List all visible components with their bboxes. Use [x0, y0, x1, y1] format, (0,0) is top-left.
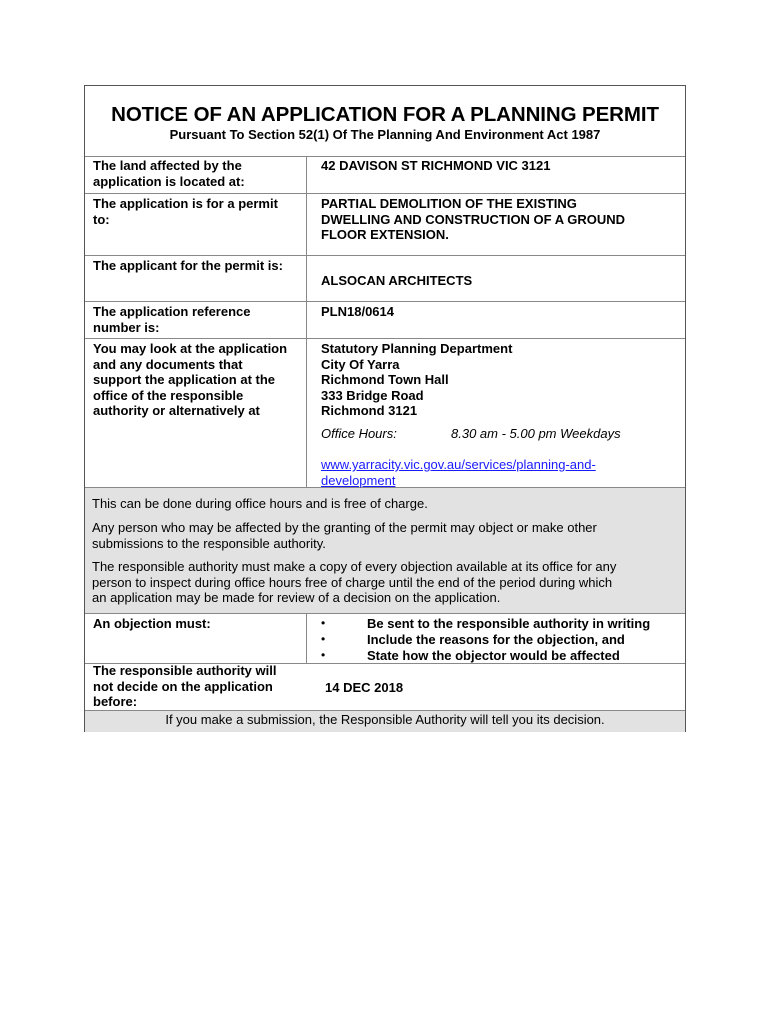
- divider: [85, 156, 685, 157]
- decision-date: 14 DEC 2018: [325, 680, 404, 695]
- footer-note: If you make a submission, the Responsible Authority will tell you its decision.: [165, 712, 605, 727]
- inspection-label-line: authority or alternatively at: [93, 403, 260, 418]
- decision-label-line: The responsible authority will: [93, 663, 277, 678]
- info-paragraph-2: [92, 520, 597, 551]
- land-label-line: application is located at:: [93, 173, 245, 189]
- divider: [85, 710, 685, 711]
- land-value: 42 DAVISON ST RICHMOND VIC 3121: [321, 158, 551, 173]
- purpose-label-line: to:: [93, 211, 110, 227]
- bullet-icon: •: [321, 648, 326, 662]
- reference-value: PLN18/0614: [321, 304, 394, 319]
- decision-label: [93, 663, 276, 710]
- office-hours-value: 8.30 am - 5.00 pm Weekdays: [451, 426, 621, 441]
- inspection-label-line: and any documents that: [93, 356, 243, 372]
- objection-label: An objection must:: [93, 616, 211, 631]
- objection-requirement: Be sent to the responsible authority in writing: [367, 616, 651, 631]
- land-label: [93, 158, 245, 189]
- column-divider: [306, 156, 307, 487]
- info-line: an application may be made for review of a decision on the application.: [92, 590, 501, 605]
- purpose-label: [93, 196, 278, 227]
- purpose-value-line: PARTIAL DEMOLITION OF THE EXISTING: [321, 196, 577, 211]
- divider: [85, 301, 685, 302]
- divider: [85, 255, 685, 256]
- purpose-value: [321, 196, 625, 243]
- info-line: person to inspect during office hours free of charge until the end of the period during which: [92, 574, 613, 590]
- reference-label-line: number is:: [93, 319, 160, 335]
- address-line: Statutory Planning Department: [321, 341, 513, 356]
- inspection-label: [93, 341, 287, 419]
- website-link-line[interactable]: www.yarracity.vic.gov.au/services/planning-and-: [321, 457, 596, 472]
- land-label-line: The land affected by the: [93, 158, 242, 173]
- address-line: 333 Bridge Road: [321, 387, 424, 403]
- divider: [85, 193, 685, 194]
- reference-label: [93, 304, 251, 335]
- inspection-label-line: support the application at the: [93, 372, 276, 387]
- office-address: [321, 341, 512, 419]
- divider: [85, 613, 685, 614]
- office-hours-label: Office Hours:: [321, 426, 397, 441]
- notice-title: NOTICE OF AN APPLICATION FOR A PLANNING PERMIT: [111, 103, 659, 126]
- bullet-icon: •: [321, 616, 326, 630]
- info-line: The responsible authority must make a copy of every objection available at its office for any: [92, 559, 617, 574]
- purpose-value-line: FLOOR EXTENSION.: [321, 227, 449, 242]
- objection-requirement: State how the objector would be affected: [367, 648, 620, 663]
- address-line: Richmond Town Hall: [321, 372, 449, 387]
- bullet-icon: •: [321, 632, 326, 646]
- website-link-line[interactable]: development: [321, 472, 396, 488]
- info-paragraph-1: This can be done during office hours and is free of charge.: [92, 496, 428, 511]
- notice-subtitle: Pursuant To Section 52(1) Of The Planning And Environment Act 1987: [169, 127, 601, 142]
- address-line: City Of Yarra: [321, 356, 400, 372]
- inspection-label-line: You may look at the application: [93, 341, 288, 356]
- column-divider: [306, 613, 307, 663]
- address-line: Richmond 3121: [321, 403, 418, 418]
- decision-label-line: not decide on the application: [93, 678, 273, 694]
- planning-notice: [84, 85, 686, 732]
- inspection-label-line: office of the responsible: [93, 387, 244, 403]
- purpose-value-line: DWELLING AND CONSTRUCTION OF A GROUND: [321, 211, 626, 227]
- objection-requirement: Include the reasons for the objection, and: [367, 632, 625, 647]
- applicant-value: ALSOCAN ARCHITECTS: [321, 273, 473, 288]
- applicant-label: The applicant for the permit is:: [93, 258, 283, 273]
- decision-label-line: before:: [93, 694, 138, 709]
- website-link[interactable]: [321, 457, 596, 488]
- purpose-label-line: The application is for a permit: [93, 196, 278, 211]
- divider: [85, 338, 685, 339]
- reference-label-line: The application reference: [93, 304, 251, 319]
- info-line: Any person who may be affected by the granting of the permit may object or make other: [92, 520, 597, 535]
- info-paragraph-3: [92, 559, 616, 606]
- info-line: submissions to the responsible authority.: [92, 535, 326, 551]
